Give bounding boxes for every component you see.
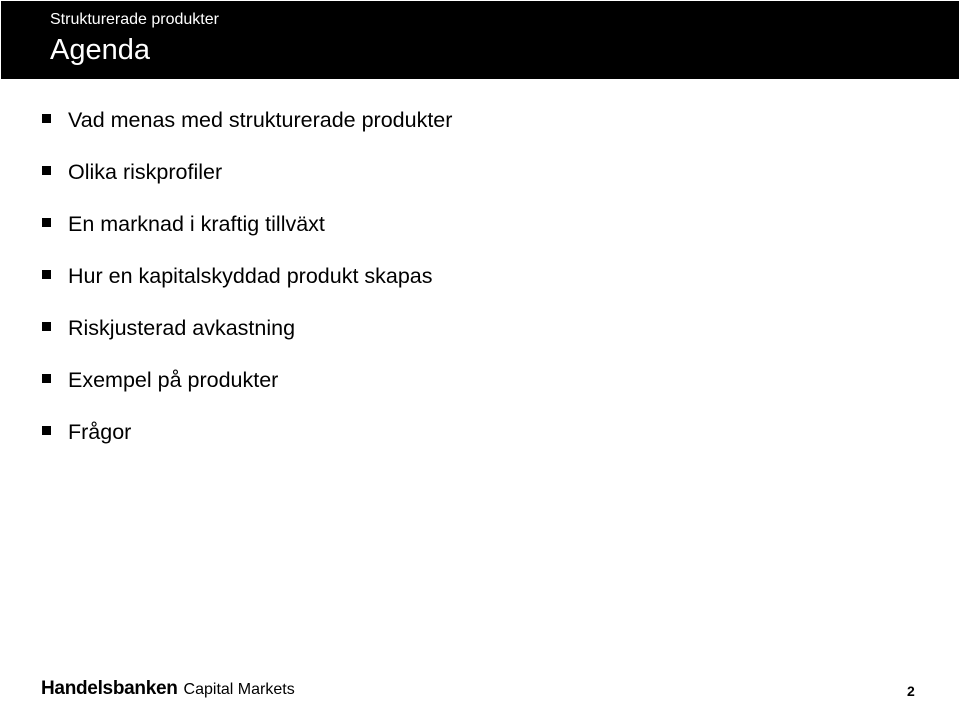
agenda-item-text: Hur en kapitalskyddad produkt skapas [68, 264, 433, 288]
agenda-item-text: Frågor [68, 420, 132, 444]
agenda-item [42, 368, 452, 420]
square-bullet-icon [42, 426, 51, 435]
agenda-item-text: En marknad i kraftig tillväxt [68, 212, 325, 236]
agenda-item [42, 264, 452, 316]
agenda-item-text: Riskjusterad avkastning [68, 316, 296, 340]
slide-title: Agenda [50, 34, 150, 66]
agenda-item-text: Olika riskprofiler [68, 160, 223, 184]
square-bullet-icon [42, 166, 51, 175]
square-bullet-icon [42, 270, 51, 279]
agenda-item [42, 316, 452, 368]
agenda-list [42, 108, 452, 472]
agenda-item [42, 108, 452, 160]
square-bullet-icon [42, 374, 51, 383]
page-number: 2 [907, 683, 915, 699]
slide-header [1, 1, 959, 79]
square-bullet-icon [42, 322, 51, 331]
logo-division-name: Capital Markets [183, 681, 295, 698]
agenda-item-text: Exempel på produkter [68, 368, 279, 392]
slide-subtitle: Strukturerade produkter [50, 11, 219, 28]
square-bullet-icon [42, 114, 51, 123]
agenda-item-text: Vad menas med strukturerade produkter [68, 108, 453, 132]
square-bullet-icon [42, 218, 51, 227]
handelsbanken-logo [41, 679, 295, 698]
agenda-item [42, 212, 452, 264]
agenda-item [42, 160, 452, 212]
agenda-item [42, 420, 452, 472]
logo-bank-name: Handelsbanken [41, 678, 178, 699]
